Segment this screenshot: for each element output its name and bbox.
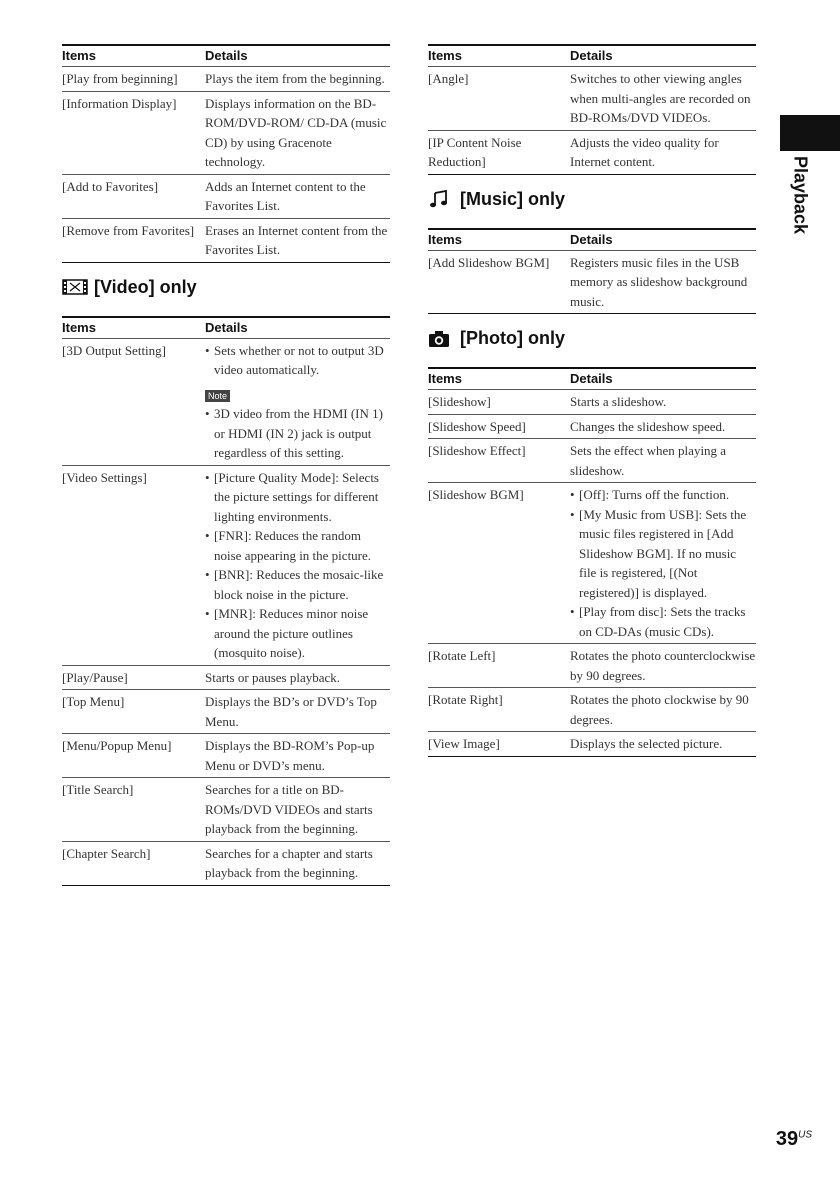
page-number-suffix: US — [798, 1129, 812, 1141]
details-cell: Adjusts the video quality for Internet content. — [570, 130, 756, 174]
item-cell: [Video Settings] — [62, 465, 205, 665]
details-cell — [205, 465, 390, 665]
details-cell: Displays information on the BD-ROM/DVD-ROM/ CD-DA (music CD) by using Gracenote technology. — [205, 91, 390, 174]
note-badge: Note — [205, 390, 230, 402]
right-column — [428, 44, 756, 757]
details-cell: Starts or pauses playback. — [205, 665, 390, 690]
details-cell: Rotates the photo counterclockwise by 90 degrees. — [570, 644, 756, 688]
table-row — [62, 338, 390, 465]
item-cell: [Add Slideshow BGM] — [428, 250, 570, 314]
item-cell: [Play from beginning] — [62, 67, 205, 92]
bullet-item: • [MNR]: Reduces minor noise around the picture outlines (mosquito noise). — [205, 604, 390, 663]
table-row — [62, 218, 390, 262]
section-tab-label: Playback — [790, 155, 811, 235]
details-cell: Changes the slideshow speed. — [570, 414, 756, 439]
details-cell: Plays the item from the beginning. — [205, 67, 390, 92]
item-cell: [Play/Pause] — [62, 665, 205, 690]
bullet-item: • Sets whether or not to output 3D video automatically. — [205, 341, 390, 380]
item-cell: [Slideshow] — [428, 390, 570, 415]
left-column — [62, 44, 390, 886]
section-tab-marker — [780, 115, 840, 151]
item-cell: [Title Search] — [62, 778, 205, 842]
item-cell: [Information Display] — [62, 91, 205, 174]
details-cell: Erases an Internet content from the Favorites List. — [205, 218, 390, 262]
bullet-item: • [FNR]: Reduces the random noise appearing in the picture. — [205, 526, 390, 565]
page-number — [776, 1128, 812, 1151]
details-cell: Starts a slideshow. — [570, 390, 756, 415]
item-cell: [Slideshow Effect] — [428, 439, 570, 483]
bullet-item: • [Off]: Turns off the function. — [570, 485, 756, 505]
details-header: Details — [570, 368, 756, 390]
item-cell: [Rotate Left] — [428, 644, 570, 688]
bullet-item: • [Play from disc]: Sets the tracks on CD-DAs (music CDs). — [570, 602, 756, 641]
music-section-title: [Music] only — [460, 188, 566, 209]
details-cell: Searches for a chapter and starts playback from the beginning. — [205, 841, 390, 885]
table-row — [428, 644, 756, 688]
table-row — [428, 67, 756, 131]
table-row — [62, 465, 390, 665]
table-row — [428, 130, 756, 174]
details-cell: Switches to other viewing angles when multi-angles are recorded on BD-ROMs/DVD VIDEOs. — [570, 67, 756, 131]
details-cell: Adds an Internet content to the Favorites List. — [205, 174, 390, 218]
table-row — [62, 690, 390, 734]
page-number-value: 39 — [775, 1128, 799, 1150]
camera-icon — [428, 329, 454, 349]
item-cell: [Add to Favorites] — [62, 174, 205, 218]
music-note-icon — [428, 189, 454, 209]
table-row — [62, 665, 390, 690]
details-header: Details — [570, 45, 756, 67]
table-row — [428, 390, 756, 415]
table-row — [428, 414, 756, 439]
items-header: Items — [62, 317, 205, 339]
details-header: Details — [205, 45, 390, 67]
items-header: Items — [428, 368, 570, 390]
items-header: Items — [428, 229, 570, 251]
items-header: Items — [428, 45, 570, 67]
details-cell: Sets the effect when playing a slideshow. — [570, 439, 756, 483]
music-options-table — [428, 228, 756, 315]
bullet-item: • [Picture Quality Mode]: Selects the picture settings for different lighting environments. — [205, 468, 390, 527]
details-header: Details — [570, 229, 756, 251]
details-cell — [570, 483, 756, 644]
bullet-item: • [BNR]: Reduces the mosaic-like block noise in the picture. — [205, 565, 390, 604]
table-row — [62, 91, 390, 174]
item-cell: [Chapter Search] — [62, 841, 205, 885]
item-cell: [Slideshow BGM] — [428, 483, 570, 644]
table-row — [62, 67, 390, 92]
table-row — [428, 439, 756, 483]
general-options-table — [62, 44, 390, 263]
photo-section-heading — [428, 328, 756, 349]
item-cell: [Menu/Popup Menu] — [62, 734, 205, 778]
table-row — [62, 841, 390, 885]
music-section-heading — [428, 189, 756, 210]
table-row — [428, 483, 756, 644]
item-cell: [Top Menu] — [62, 690, 205, 734]
table-row — [62, 174, 390, 218]
film-icon — [62, 277, 88, 297]
details-cell: Rotates the photo clockwise by 90 degrees. — [570, 688, 756, 732]
bullet-item: • [My Music from USB]: Sets the music files registered in [Add Slideshow BGM]. If no music file is registered, [(Not registered)] is displayed. — [570, 505, 756, 603]
video-section-title: [Video] only — [94, 276, 197, 297]
bullet-item: • 3D video from the HDMI (IN 1) or HDMI (IN 2) jack is output regardless of this setting. — [205, 404, 390, 463]
table-row — [62, 734, 390, 778]
item-cell: [Remove from Favorites] — [62, 218, 205, 262]
table-row — [62, 778, 390, 842]
item-cell: [3D Output Setting] — [62, 338, 205, 465]
details-cell: Displays the BD’s or DVD’s Top Menu. — [205, 690, 390, 734]
photo-section-title: [Photo] only — [460, 328, 565, 348]
details-cell: Displays the BD-ROM’s Pop-up Menu or DVD’s menu. — [205, 734, 390, 778]
details-cell: Registers music files in the USB memory as slideshow background music. — [570, 250, 756, 314]
video-section-heading — [62, 277, 390, 298]
items-header: Items — [62, 45, 205, 67]
angle-options-table — [428, 44, 756, 175]
item-cell: [Slideshow Speed] — [428, 414, 570, 439]
table-row — [428, 688, 756, 732]
details-header: Details — [205, 317, 390, 339]
item-cell: [Rotate Right] — [428, 688, 570, 732]
details-cell: Searches for a title on BD-ROMs/DVD VIDEOs and starts playback from the beginning. — [205, 778, 390, 842]
details-cell: Displays the selected picture. — [570, 732, 756, 757]
item-cell: [Angle] — [428, 67, 570, 131]
item-cell: [View Image] — [428, 732, 570, 757]
table-row — [428, 250, 756, 314]
table-row — [428, 732, 756, 757]
photo-options-table — [428, 367, 756, 757]
video-options-table — [62, 316, 390, 886]
details-cell — [205, 338, 390, 465]
item-cell: [IP Content Noise Reduction] — [428, 130, 570, 174]
